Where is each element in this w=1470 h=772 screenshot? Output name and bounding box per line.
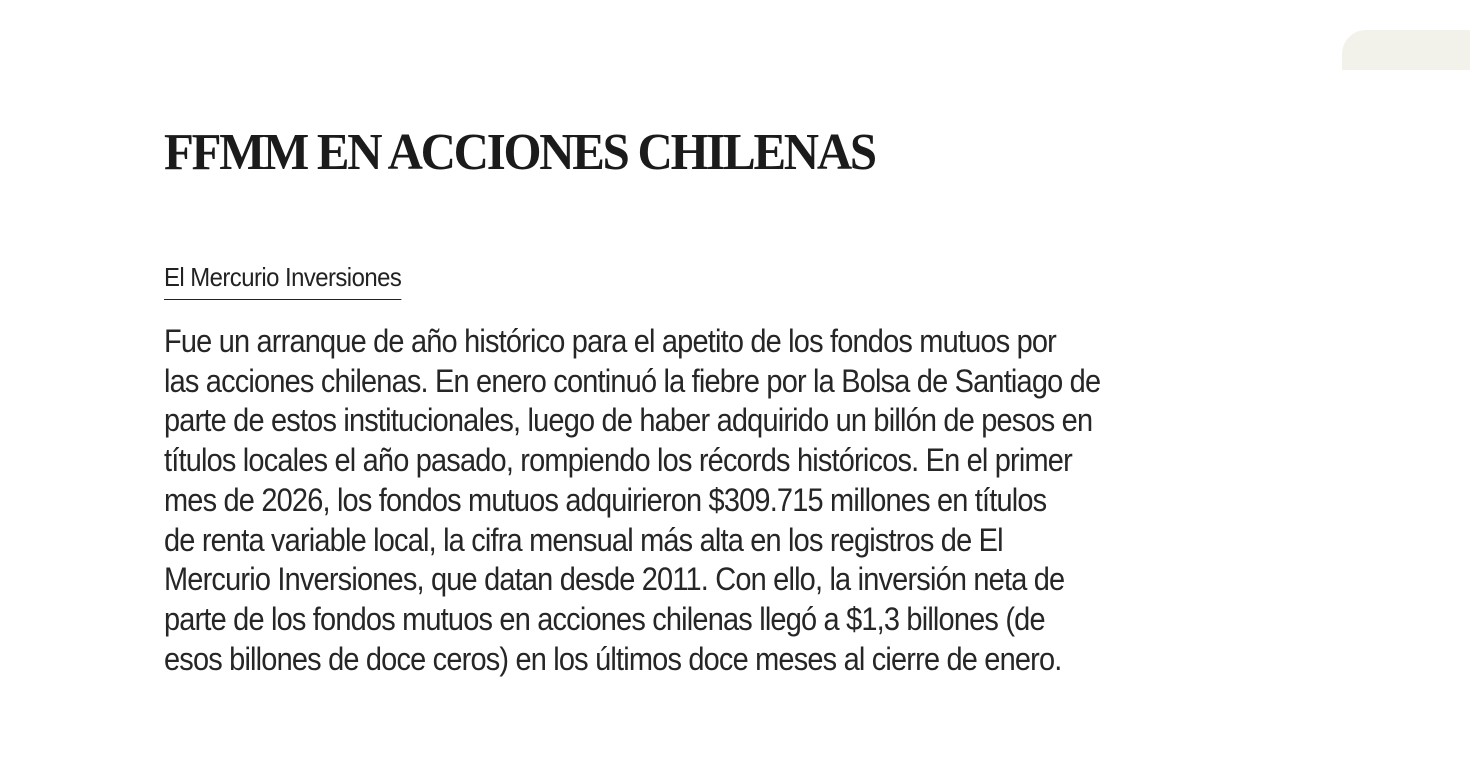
body-line: Fue un arranque de año histórico para el apetito de los fondos mutuos por — [164, 323, 1057, 359]
body-line: Mercurio Inversiones, que datan desde 2011. Con ello, la inversión neta de — [164, 561, 1065, 598]
body-line: las acciones chilenas. En enero continuó la fiebre por la Bolsa de Santiago de — [164, 362, 1101, 399]
body-line: títulos locales el año pasado, rompiendo los récords históricos. En el primer — [164, 442, 1072, 479]
body-line: esos billones de doce ceros) en los últimos doce meses al cierre de enero. — [164, 640, 1062, 677]
article-headline: FFMM EN ACCIONES CHILENAS — [164, 124, 875, 181]
corner-tab-decoration — [1342, 30, 1470, 70]
body-line: mes de 2026, los fondos mutuos adquirieron $309.715 millones en títulos — [164, 481, 1047, 518]
article-body — [164, 322, 1250, 679]
body-line: de renta variable local, la cifra mensual más alta en los registros de El — [164, 521, 1003, 558]
body-line: parte de los fondos mutuos en acciones chilenas llegó a $1,3 billones (de — [164, 600, 1045, 637]
body-line: parte de estos institucionales, luego de haber adquirido un billón de pesos en — [164, 402, 1093, 439]
article-source: El Mercurio Inversiones — [164, 259, 401, 300]
